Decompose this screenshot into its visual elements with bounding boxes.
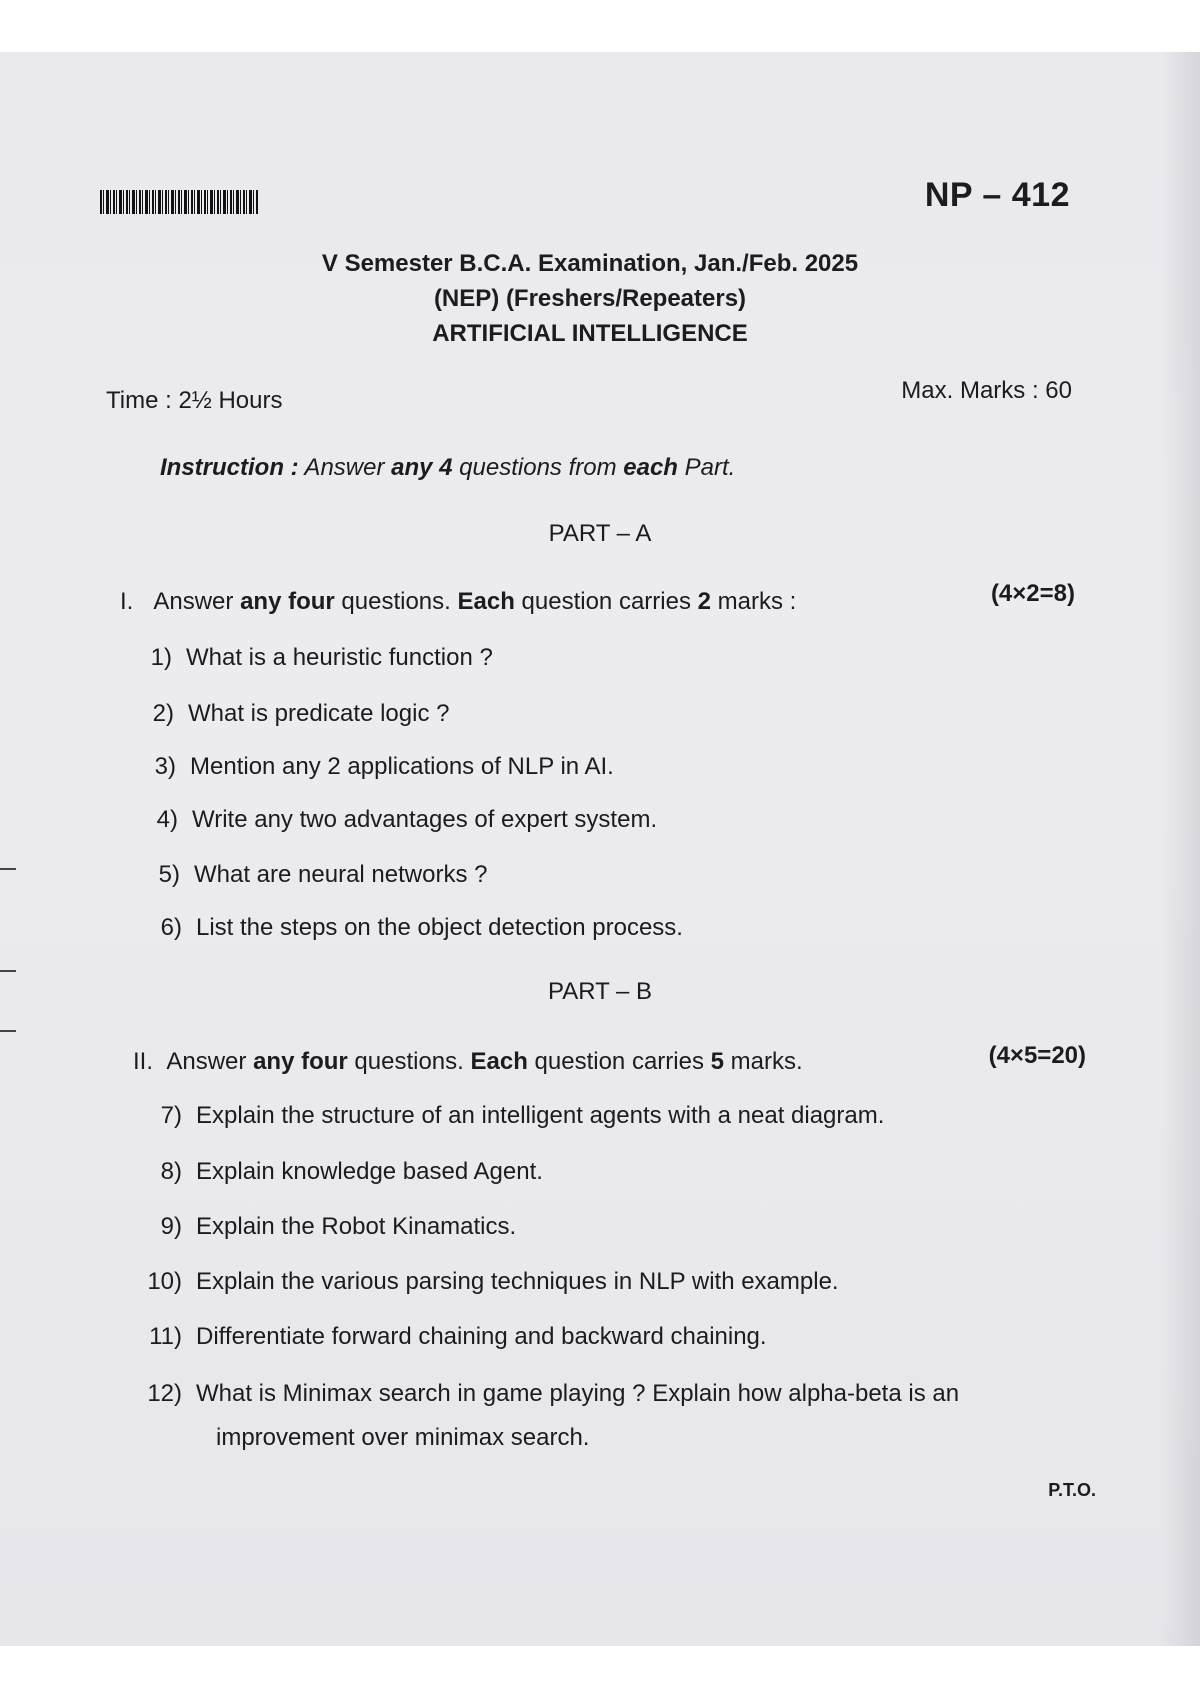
question-number: 2) [152, 700, 174, 727]
exam-duration: Time : 2½ Hours [106, 387, 283, 414]
question-item [140, 1268, 839, 1296]
question-number: 8) [160, 1158, 182, 1185]
heading-text: marks. [724, 1048, 803, 1075]
heading-text: question carries [514, 588, 698, 615]
instruction-emphasis: any 4 [391, 454, 453, 481]
heading-text: Answer [153, 588, 241, 615]
instruction-text: Part. [677, 454, 736, 481]
paper-code: NP – 412 [924, 176, 1070, 214]
heading-text: questions. [334, 588, 458, 615]
part-b-title: PART – B [547, 978, 653, 1005]
question-text: Explain knowledge based Agent. [196, 1158, 543, 1185]
heading-emphasis: any four [240, 588, 335, 615]
part-a-title: PART – A [548, 520, 652, 547]
question-item [140, 1158, 543, 1186]
question-number: 1) [150, 644, 172, 671]
heading-text: questions. [347, 1048, 471, 1075]
question-continuation: improvement over minimax search. [216, 1424, 590, 1451]
question-text: What are neural networks ? [194, 861, 488, 888]
heading-text: Answer [166, 1048, 254, 1075]
heading-text: question carries [527, 1048, 711, 1075]
question-number: 10) [147, 1268, 182, 1295]
instruction-prefix: Instruction : [160, 454, 299, 481]
section-numeral: II. [133, 1048, 154, 1075]
question-number: 11) [149, 1323, 182, 1350]
question-item [140, 1380, 959, 1408]
question-item [130, 644, 493, 672]
heading-emphasis: any four [253, 1048, 348, 1075]
question-text: What is predicate logic ? [188, 700, 450, 727]
barcode [100, 190, 258, 214]
edge-mark [0, 868, 16, 870]
question-item [140, 914, 683, 942]
question-text: Mention any 2 applications of NLP in AI. [190, 753, 614, 780]
heading-emphasis: Each [470, 1048, 528, 1075]
question-text: Explain the structure of an intelligent agents with a neat diagram. [196, 1102, 885, 1129]
question-item [140, 1213, 516, 1241]
edge-mark [0, 970, 16, 972]
edge-mark [0, 1030, 16, 1032]
question-number: 7) [160, 1102, 182, 1129]
question-text: Explain the Robot Kinamatics. [196, 1213, 517, 1240]
exam-scheme: (NEP) (Freshers/Repeaters) [433, 285, 747, 312]
exam-title: V Semester B.C.A. Examination, Jan./Feb. 2025 [321, 250, 859, 277]
question-number: 4) [156, 806, 178, 833]
question-item [134, 753, 614, 781]
question-number: 3) [154, 753, 176, 780]
question-text: Write any two advantages of expert system. [192, 806, 658, 833]
part-b-heading [133, 1048, 803, 1076]
question-text: List the steps on the object detection process. [196, 914, 683, 941]
question-item [140, 1102, 884, 1130]
question-item [136, 806, 657, 834]
instruction-text: Answer [298, 454, 392, 481]
question-item [138, 861, 487, 889]
instruction-text: questions from [452, 454, 624, 481]
question-item [140, 1323, 767, 1351]
exam-header [270, 246, 910, 351]
pto-note: P.T.O. [1048, 1480, 1096, 1500]
question-number: 9) [160, 1213, 182, 1240]
instruction [160, 454, 735, 482]
heading-emphasis: 5 [710, 1048, 724, 1075]
question-text: What is Minimax search in game playing ? Explain how alpha-beta is an [196, 1380, 960, 1407]
question-number: 5) [158, 861, 180, 888]
heading-emphasis: Each [457, 588, 515, 615]
question-text: What is a heuristic function ? [186, 644, 493, 671]
part-b-marks: (4×5=20) [988, 1042, 1086, 1069]
part-a-marks: (4×2=8) [990, 580, 1075, 607]
question-text: Differentiate forward chaining and backward chaining. [196, 1323, 767, 1350]
heading-text: marks : [711, 588, 797, 615]
heading-emphasis: 2 [697, 588, 711, 615]
question-item [132, 700, 449, 728]
exam-subject: ARTIFICIAL INTELLIGENCE [432, 320, 748, 347]
section-numeral: I. [120, 588, 134, 615]
part-a-heading [120, 588, 796, 616]
instruction-emphasis: each [623, 454, 678, 481]
question-number: 6) [160, 914, 182, 941]
max-marks: Max. Marks : 60 [901, 377, 1072, 404]
question-number: 12) [147, 1380, 182, 1407]
question-text: Explain the various parsing techniques in NLP with example. [196, 1268, 839, 1295]
